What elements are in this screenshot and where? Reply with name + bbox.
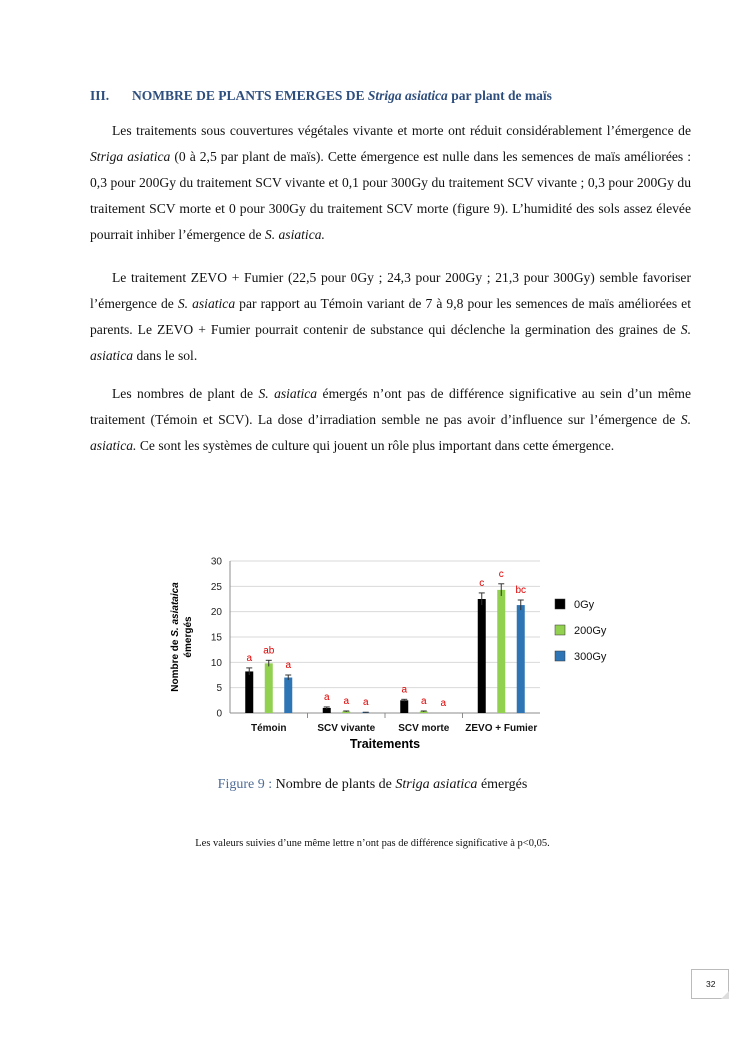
significance-letter: a xyxy=(362,697,369,709)
significance-letter: c xyxy=(479,577,485,589)
legend-label: 0Gy xyxy=(574,599,595,611)
x-tick-label: ZEVO + Fumier xyxy=(465,723,538,734)
p3-italic-1: S. asiatica xyxy=(258,386,318,401)
caption-italic: Striga asiatica xyxy=(395,777,478,792)
figure-caption xyxy=(0,777,745,793)
section-heading xyxy=(90,88,552,104)
y-tick-label: 30 xyxy=(210,556,222,568)
paragraph-1 xyxy=(90,118,691,248)
page-number-box xyxy=(691,969,729,999)
significance-letter: ab xyxy=(263,645,275,657)
legend-swatch xyxy=(555,651,565,661)
legend-swatch xyxy=(555,599,565,609)
p2-text-1: Le traitement ZEVO + Fumier (22,5 pour 0Gy ; 24,3 pour 200Gy ; 21,3 pour 300Gy) semble favoriser l’émergence de xyxy=(90,270,691,311)
bar xyxy=(517,605,525,713)
legend-label: 200Gy xyxy=(574,625,607,637)
p1-text-2: (0 à 2,5 par plant de maïs). Cette émergence est nulle dans les semences de maïs améliorées : 0,3 pour 200Gy du traitement SCV vivante et 0,1 pour 300Gy du traitement SCV vivante ; 0,3 pour 200Gy du traitement SCV morte et 0 pour 300Gy du traitement SCV morte (figure 9). L’humidité des sols assez élevée pourrait inhiber l’émergence de xyxy=(90,149,691,242)
p1-italic-1: Striga asiatica xyxy=(90,149,171,164)
significance-letter: a xyxy=(323,691,330,703)
section-number: III. xyxy=(90,88,110,103)
p3-text-3: Ce sont les systèmes de culture qui jouent un rôle plus important dans cette émergence. xyxy=(136,438,615,453)
page-fold xyxy=(721,991,729,999)
figure-label: Figure 9 : xyxy=(217,777,276,792)
y-tick-label: 5 xyxy=(216,683,222,695)
p2-italic-1: S. asiatica xyxy=(177,296,236,311)
paragraph-3 xyxy=(90,381,691,459)
y-tick-label: 10 xyxy=(210,657,222,669)
p3-text-1: Les nombres de plant de xyxy=(112,386,259,401)
significance-letter: bc xyxy=(515,585,527,597)
y-axis-label-line2: émergés xyxy=(183,616,194,658)
bar xyxy=(400,700,408,713)
significance-letter: c xyxy=(498,568,504,580)
p2-text-2: par rapport au Témoin variant de 7 à 9,8 pour les semences de maïs améliorées et parents. Le ZEVO + Fumier pourrait contenir de substance qui déclenche la germination des graines de xyxy=(90,296,691,337)
x-axis-label: Traitements xyxy=(349,737,421,751)
significance-letter: a xyxy=(246,652,253,664)
legend-label: 300Gy xyxy=(574,651,607,663)
p1-text-1: Les traitements sous couvertures végétales vivante et morte ont réduit considérablement l’émergence de xyxy=(112,123,691,138)
p3-text-2: émergés n’ont pas de différence significative au sein d’un même traitement (Témoin et SCV). La dose d’irradiation semble ne pas avoir d’influence sur l’émergence de xyxy=(90,386,691,427)
significance-letter: a xyxy=(440,698,447,709)
bar-chart xyxy=(160,545,640,760)
x-tick-label: SCV vivante xyxy=(317,723,376,734)
y-tick-label: 25 xyxy=(210,581,222,593)
paragraph-2 xyxy=(90,265,691,369)
x-tick-label: Témoin xyxy=(250,723,287,734)
bar xyxy=(245,671,253,713)
bar xyxy=(478,599,486,713)
p3-italic-2: S. asiatica. xyxy=(90,412,691,453)
y-axis-label-pre: Nombre de xyxy=(170,636,181,692)
legend-swatch xyxy=(555,625,565,635)
heading-text: NOMBRE DE PLANTS EMERGES DE xyxy=(132,88,368,103)
p2-italic-2: S. asiatica xyxy=(90,322,691,363)
significance-letter: a xyxy=(285,660,292,671)
y-axis-label-line1 xyxy=(170,582,181,692)
p2-text-3: dans le sol. xyxy=(133,348,198,363)
heading-italic: Striga asiatica xyxy=(367,88,448,103)
caption-text-after: émergés xyxy=(477,777,528,792)
caption-text: Nombre de plants de xyxy=(275,777,396,792)
heading-text-after: par plant de maïs xyxy=(447,88,552,103)
y-tick-label: 20 xyxy=(210,607,222,619)
bar xyxy=(497,590,505,713)
x-tick-label: SCV morte xyxy=(398,723,450,734)
y-axis-label-italic: S. asiataica xyxy=(170,582,181,637)
page-number: 32 xyxy=(706,979,716,989)
y-tick-label: 15 xyxy=(210,632,222,644)
bar xyxy=(284,678,292,713)
significance-letter: a xyxy=(420,695,427,707)
significance-note: Les valeurs suivies d’une même lettre n’ont pas de différence significative à p<0,05. xyxy=(195,838,550,849)
y-tick-label: 0 xyxy=(216,708,222,720)
p1-italic-2: S. asiatica. xyxy=(264,227,325,242)
bar xyxy=(265,663,273,713)
significance-letter: a xyxy=(401,684,408,696)
significance-letter: a xyxy=(343,695,350,707)
